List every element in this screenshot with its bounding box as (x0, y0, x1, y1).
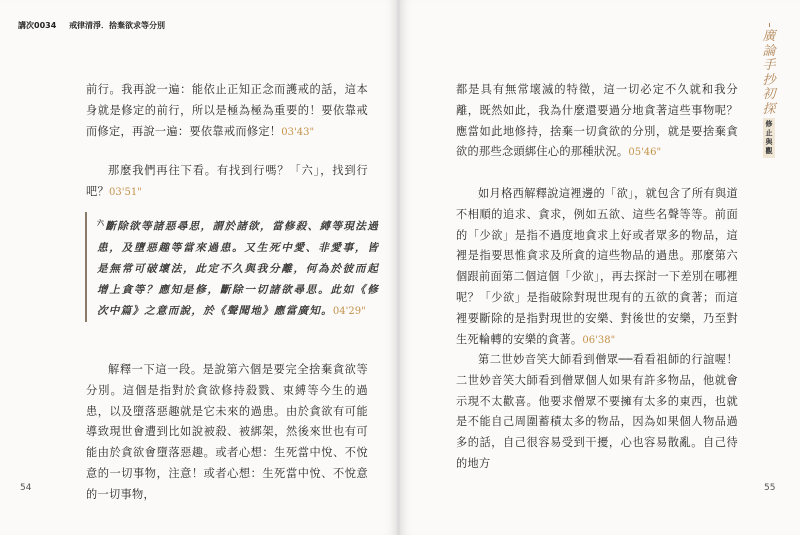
right-page (400, 0, 800, 535)
timestamp: 04'29" (332, 305, 366, 317)
left-page (0, 0, 397, 535)
right-paragraph-1 (456, 80, 738, 164)
running-header (18, 20, 175, 31)
right-para3-text: 第二世妙音笑大師看到僧眾──看看祖師的行誼喔！二世妙音笑大師看到僧眾個人如果有許多物品，他就會示現不太歡喜。他要求僧眾不要擁有太多的東西，也就是不能自己周圍蓄積太多的物品，因為如果個人物品過多的話，自己很容易受到干擾，心也容易散亂。自己待的地方 (456, 353, 738, 470)
right-paragraph-3 (456, 350, 738, 475)
left-paragraph-2 (86, 161, 368, 204)
right-para1-text: 都是具有無常壞滅的特徵，這一切必定不久就和我分離，既然如此，我為什麼還要過分地貪著這些事物呢？應當如此地修持，捨棄一切貪欲的分別，就是要捨棄貪欲的那些念頭綁住心的那種狀況。 (456, 83, 738, 159)
left-para3-text: 解釋一下這一段。是說第六個是要完全捨棄貪欲等分別。這個是指對於貪欲修持殺戮、束縛等今生的過患，以及墮落惡趣就是它未來的過患。由於貪欲有可能導致現世會遭到比如說被殺、被綁架，然後來世也有可能由於貪欲會墮落惡趣。或者心想：生死當中悅、不悅意的一切事物，注意！或者心想：生死當中悅、不悅意的一切事物， (86, 363, 368, 501)
page-number-left: 54 (20, 483, 32, 493)
timestamp: 06'38" (582, 334, 616, 346)
timestamp: 03'43" (281, 126, 315, 138)
right-para2-text: 如月格西解釋說這裡邊的「欲」，就包含了所有與道不相順的追求、貪求，例如五欲、這些名聲等等。前面的「少欲」是指不過度地貪求上好或者眾多的物品，這裡是指要思惟貪求及所貪的這些物品的過患。那麼第六個跟前面第二個這個「少欲」，再去探討一下差別在哪裡呢？「少欲」是指破除對現世現有的五欲的貪著；而這裡要斷除的是指對現世的安樂、對後世的安樂，乃至對生死輪轉的安樂的貪著。 (456, 187, 738, 346)
left-paragraph-3 (86, 360, 368, 506)
quote-text: 斷除欲等諸惡尋思，謂於諸欲，當修殺、縛等現法過患，及墮惡趣等當來過患。又生死中愛、非愛事，皆是無常可破壞法，此定不久與我分離，何為於彼而起增上貪等？應知是修，斷除一切諸欲尋思。此如《修次中篇》之意而說，於《聲聞地》應當廣知。 (97, 220, 379, 317)
left-para1-text: 前行。我再說一遍：能依止正知正念而護戒的話，這本身就是修定的前行，所以是極為極為重要的！要依靠戒而修定，再說一遍：要依靠戒而修定！ (86, 83, 368, 138)
right-paragraph-2 (456, 184, 738, 351)
chapter-title: 戒律清淨．捨棄欲求等分別 (69, 21, 166, 30)
left-para2-text: 那麼我們再往下看。有找到行嗎？「六」，找到行吧？ (86, 164, 368, 198)
side-section-label: 修止與觀 (763, 118, 775, 158)
side-book-title: 廣論手抄初探 (762, 29, 776, 117)
scripture-quote (85, 212, 379, 322)
left-paragraph-1 (86, 80, 368, 143)
lecture-number: 講次0034 (18, 21, 57, 30)
quote-number: 六 (97, 218, 106, 227)
side-title-ornament (769, 23, 770, 27)
timestamp: 05'46" (628, 147, 662, 159)
timestamp: 03'51" (108, 186, 142, 198)
page-number-right: 55 (764, 483, 776, 493)
